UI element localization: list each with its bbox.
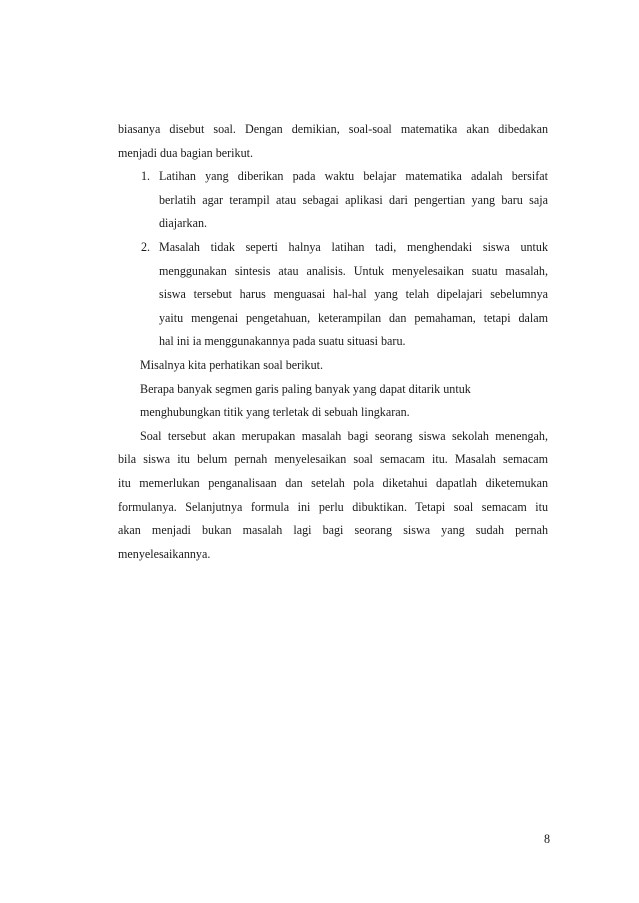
text-line: formulanya. Selanjutnya formula ini perlu dibuktikan. Tetapi soal semacam itu xyxy=(118,499,548,514)
text-line: bila siswa itu belum pernah menyelesaikan soal semacam itu. Masalah semacam xyxy=(118,452,548,467)
numbered-list xyxy=(118,165,548,354)
list-item xyxy=(118,236,548,354)
list-item xyxy=(118,165,548,236)
page-number: 8 xyxy=(543,832,550,846)
text-line: berlatih agar terampil atau sebagai aplikasi dari pengertian yang baru saja xyxy=(159,192,548,207)
text-line: hal ini ia menggunakannya pada suatu situasi baru. xyxy=(159,334,406,349)
text-line: itu memerlukan penganalisaan dan setelah pola diketahui dapatlah diketemukan xyxy=(118,475,548,490)
text-line: menyelesaikannya. xyxy=(118,546,211,561)
text-line: menghubungkan titik yang terletak di sebuah lingkaran. xyxy=(140,405,410,420)
text-line: akan menjadi bukan masalah lagi bagi seorang siswa yang sudah pernah xyxy=(118,523,548,538)
text-line: Latihan yang diberikan pada waktu belajar matematika adalah bersifat xyxy=(159,169,548,184)
text-line: diajarkan. xyxy=(159,216,208,231)
final-paragraph xyxy=(118,425,548,567)
text-line: Soal tersebut akan merupakan masalah bagi seorang siswa sekolah menengah, xyxy=(140,428,548,443)
text-line: siswa tersebut harus menguasai hal-hal yang telah dipelajari sebelumnya xyxy=(159,287,548,302)
page-body xyxy=(118,118,548,566)
text-line: Berapa banyak segmen garis paling banyak yang dapat ditarik untuk xyxy=(140,381,471,396)
text-line: Masalah tidak seperti halnya latihan tadi, menghendaki siswa untuk xyxy=(159,239,548,254)
example-question xyxy=(118,378,548,425)
intro-paragraph xyxy=(118,118,548,165)
list-item-number: 1. xyxy=(141,169,151,184)
text-line: menjadi dua bagian berikut. xyxy=(118,145,254,160)
list-item-number: 2. xyxy=(141,239,151,254)
text-line: yaitu mengenai pengetahuan, keterampilan dan pemahaman, tetapi dalam xyxy=(159,310,548,325)
text-line: biasanya disebut soal. Dengan demikian, soal-soal matematika akan dibedakan xyxy=(118,122,548,136)
example-intro: Misalnya kita perhatikan soal berikut. xyxy=(140,357,324,372)
text-line: menggunakan sintesis atau analisis. Untuk menyelesaikan suatu masalah, xyxy=(159,263,548,278)
